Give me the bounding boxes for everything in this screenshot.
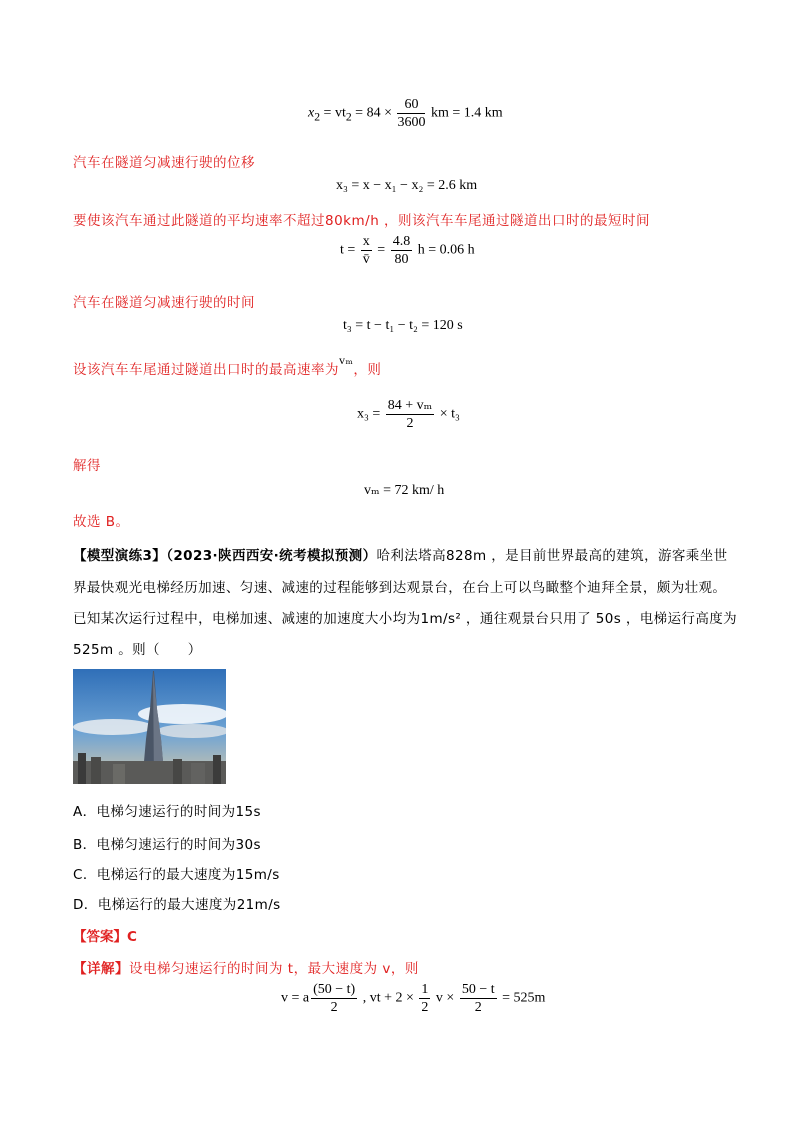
- option-b[interactable]: B．电梯匀速运行的时间为30s: [73, 837, 261, 853]
- equation-x3-average: x₃ = $\frac{\text{84 + vₘ}}{2}$ × t₃: [357, 398, 460, 431]
- problem-line-4: 525m 。则（ ）: [73, 642, 202, 658]
- text-line: 汽车在隧道匀减速行驶的时间: [73, 295, 255, 311]
- equation-t3: t₃ = t − t₁ − t₂ = 120 s: [343, 318, 463, 333]
- problem-line-3: 已知某次运行过程中，电梯加速、减速的加速度大小均为1m/s² ，通往观景台只用了 50s ，电梯运行高度为: [73, 611, 738, 627]
- burj-khalifa-photo: [73, 669, 226, 784]
- equation-t: t = $\frac{x}{v̄}$ = $\frac{4.8}{80}$ h = 0.06 h: [340, 234, 475, 267]
- problem-line-2: 界最快观光电梯经历加速、匀速、减速的过程能够到达观景台，在台上可以鸟瞰整个迪拜全景，颇为壮观。: [73, 580, 727, 596]
- problem-tag: 【模型演练3】: [73, 548, 167, 564]
- equation-vm: vₘ = 72 km/ h: [364, 483, 445, 498]
- text-line: 要使该汽车通过此隧道的平均速率不超过80km/h ，则该汽车车尾通过隧道出口时的最短时间: [73, 213, 651, 229]
- problem-source: （2023·陕西西安·统考模拟预测）: [166, 548, 377, 564]
- equation-x3: x₃ = x − x₁ − x₂ = 2.6 km: [336, 178, 478, 193]
- equation-x2: $x_2 = vt_2 = 84$ × $\frac{60}{3600}$ km = 1.4 km: [308, 97, 503, 130]
- option-c[interactable]: C．电梯运行的最大速度为15m/s: [73, 867, 280, 883]
- text-line: 故选 B。: [73, 514, 130, 530]
- answer-line: 【答案】C: [73, 929, 137, 945]
- text-line: 汽车在隧道匀减速行驶的位移: [73, 155, 255, 171]
- option-d[interactable]: D．电梯运行的最大速度为21m/s: [73, 897, 281, 913]
- symbol-vm: vₘ: [339, 353, 354, 367]
- text-line: 设该汽车车尾通过隧道出口时的最高速率为vₘ，则: [73, 353, 382, 378]
- option-a[interactable]: A．电梯匀速运行的时间为15s: [73, 804, 261, 820]
- problem-line-1: 【模型演练3】（2023·陕西西安·统考模拟预测）哈利法塔高828m ，是目前世界最高的建筑，游客乘坐世: [73, 548, 728, 564]
- equation-solution: v = a $\frac{(50 - t)}{2}$ , vt + 2 × $\frac{1}{2}$ v × $\frac{50 - t}{2}$ = 525m: [281, 982, 546, 1015]
- text-line: 解得: [73, 458, 101, 474]
- detail-line: 【详解】设电梯匀速运行的时间为 t，最大速度为 v，则: [73, 961, 419, 977]
